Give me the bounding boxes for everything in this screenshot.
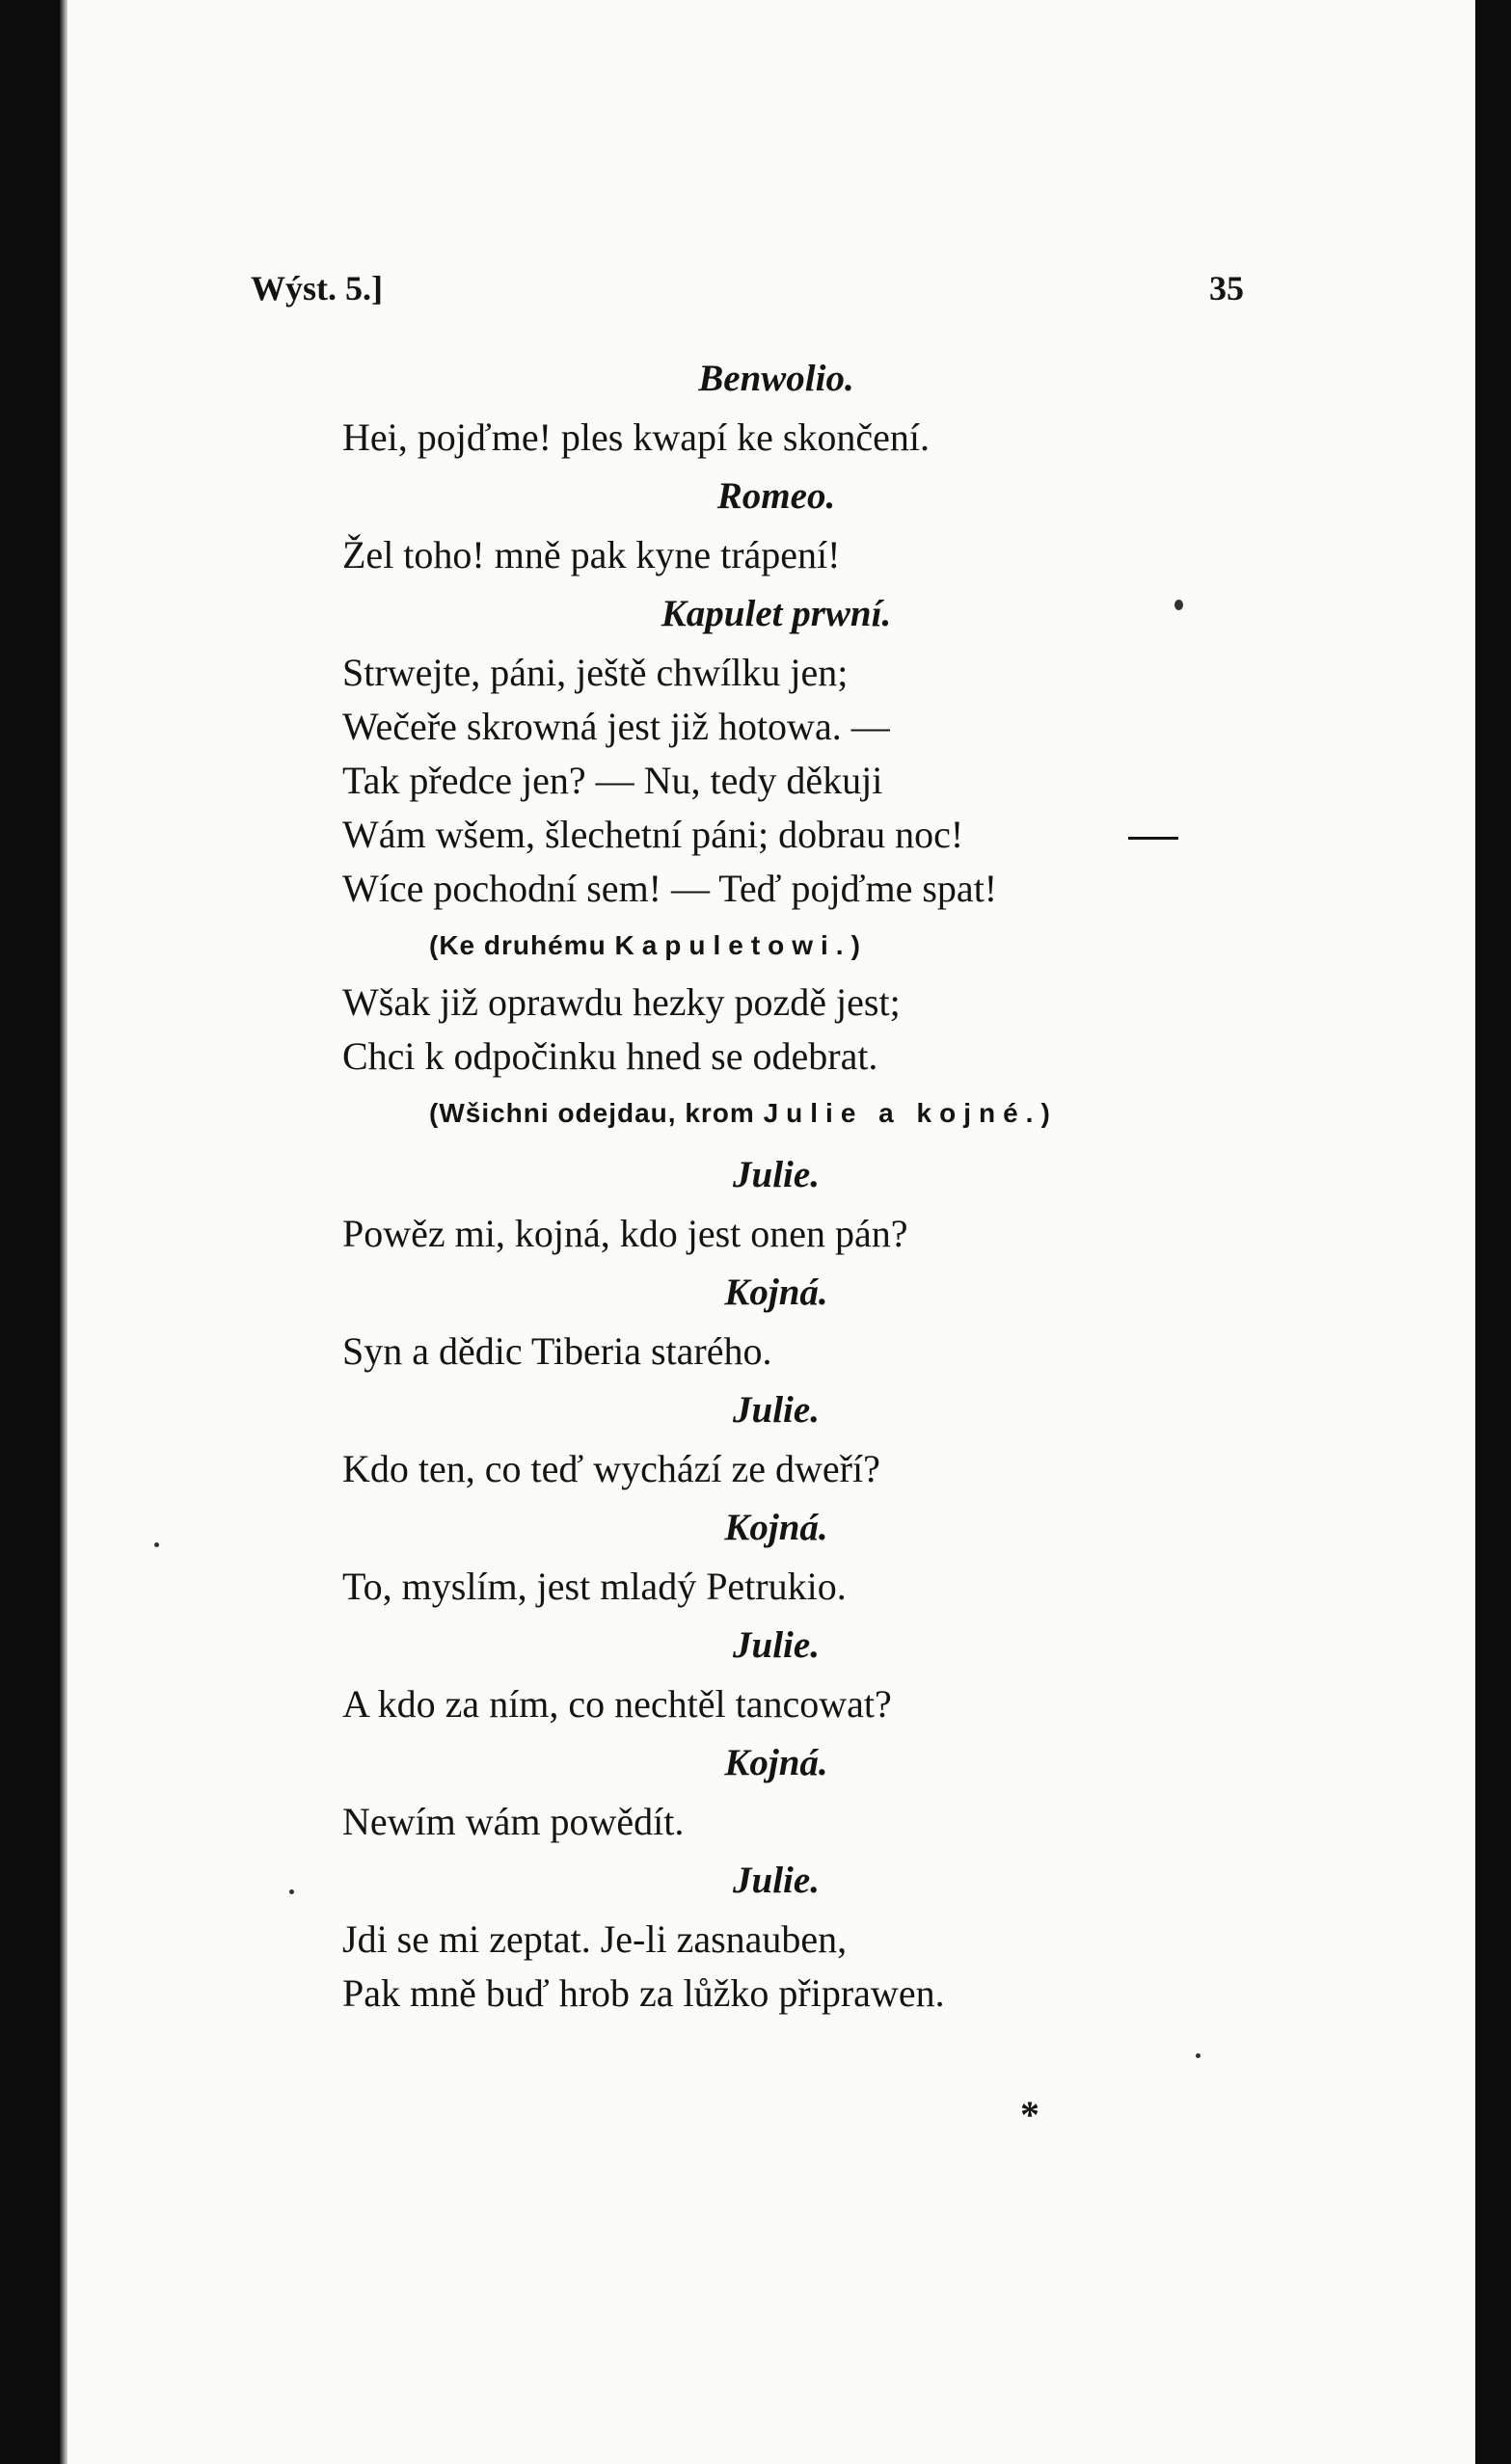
stage-direction-text: (Wšichni odejdau, krom	[429, 1098, 764, 1128]
stage-direction-text: (Ke druhému	[429, 930, 615, 960]
stage-direction-close: )	[850, 930, 861, 960]
ink-speck	[1174, 600, 1183, 610]
stage-direction-spaced-name: Julie a kojné.	[763, 1098, 1041, 1128]
speaker-name: Kojná.	[724, 1272, 828, 1313]
stage-direction-spaced-name: Kapuletowi.	[614, 930, 851, 960]
verse-line: Chci k odpočinku hned se odebrat.	[342, 1034, 878, 1078]
verse-line: Wšak již oprawdu hezky pozdě jest;	[342, 980, 901, 1024]
verse-line: Newím wám powědít.	[342, 1800, 685, 1843]
verse-line: Strwejte, páni, ještě chwílku jen;	[342, 651, 849, 694]
stage-direction	[342, 1084, 1210, 1143]
speaker-name: Kapulet prwní.	[661, 593, 892, 634]
verse-line: Kdo ten, co teď wychází ze dweří?	[342, 1447, 880, 1490]
margin-dash	[1128, 837, 1178, 840]
verse-line: Wám wšem, šlechetní páni; dobrau noc!	[342, 813, 964, 856]
speaker-name: Benwolio.	[698, 358, 854, 399]
verse-line: Syn a dědic Tiberia starého.	[342, 1329, 772, 1373]
verse-line: Wečeře skrowná jest již hotowa. —	[342, 705, 890, 748]
page-number: 35	[1209, 269, 1244, 308]
verse-line: Tak předce jen? — Nu, tedy děkuji	[342, 759, 883, 802]
stage-direction-close: )	[1040, 1098, 1051, 1128]
speaker-name: Romeo.	[716, 475, 836, 517]
speaker-name: Julie.	[733, 1624, 820, 1666]
play-text	[342, 347, 1210, 2021]
verse-line: Pak mně buď hrob za lůžko připrawen.	[342, 1971, 945, 2015]
speaker-name: Julie.	[733, 1154, 820, 1195]
ink-speck	[154, 1542, 159, 1547]
verse-line: Jdi se mi zeptat. Je-li zasnauben,	[342, 1917, 848, 1961]
verse-line: A kdo za ním, co nechtěl tancowat?	[342, 1682, 892, 1726]
verse-line: Žel toho! mně pak kyne trápení!	[342, 533, 841, 576]
speaker-name: Julie.	[733, 1860, 820, 1901]
verse-line: Wíce pochodní sem! — Teď pojďme spat!	[342, 867, 998, 910]
page-gutter	[60, 0, 67, 2464]
ink-speck	[289, 1889, 294, 1894]
speaker-name: Kojná.	[724, 1742, 828, 1783]
verse-line: Powěz mi, kojná, kdo jest onen pán?	[342, 1212, 908, 1255]
verse-line: To, myslím, jest mladý Petrukio.	[342, 1565, 847, 1608]
catchword: *	[1020, 2093, 1039, 2136]
ink-speck	[1196, 2053, 1201, 2058]
running-head	[251, 268, 1244, 316]
stage-direction	[342, 916, 1210, 976]
act-scene-label: Wýst. 5.]	[251, 269, 383, 308]
speaker-name: Kojná.	[724, 1507, 828, 1548]
verse-line: Hei, pojďme! ples kwapí ke skončení.	[342, 415, 931, 459]
speaker-name: Julie.	[733, 1389, 820, 1431]
